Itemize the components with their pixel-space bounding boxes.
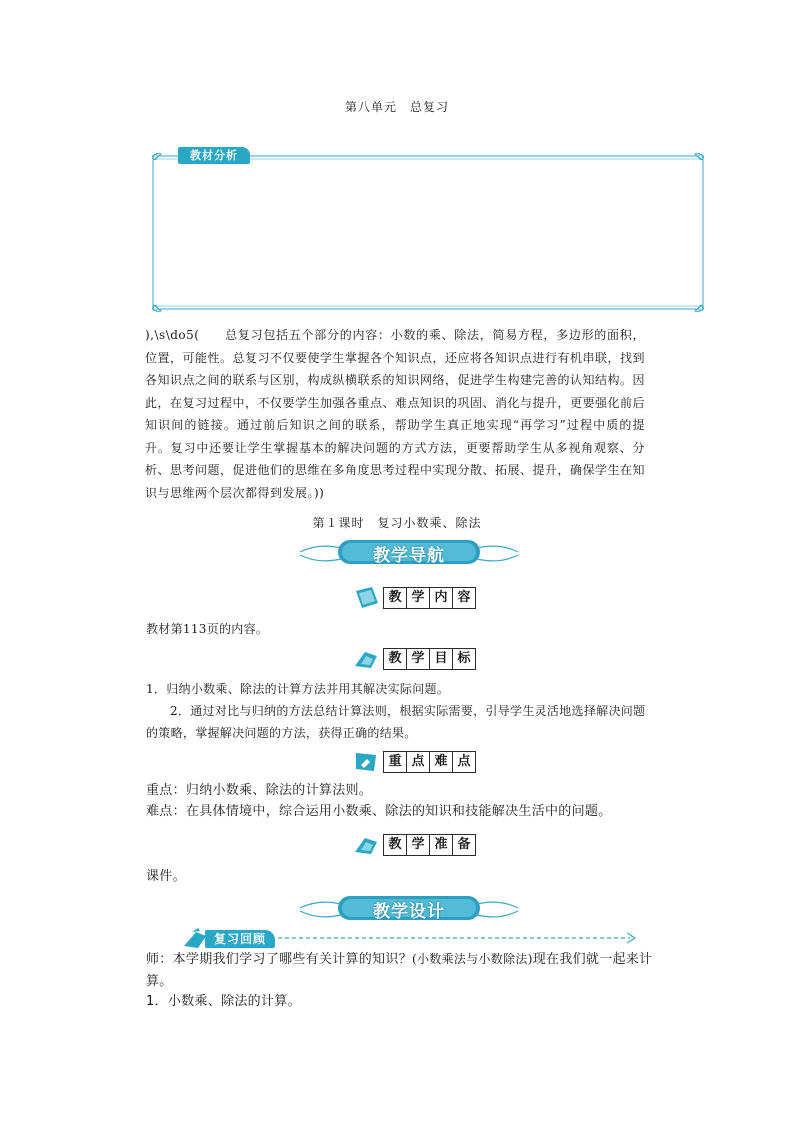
section-char: 备 <box>457 837 471 852</box>
difficult-point-text: 难点：在具体情境中，综合运用小数乘、除法的知识和技能解决生活中的问题。 <box>146 804 612 819</box>
review-item-1: 1．小数乘、除法的计算。 <box>146 994 301 1009</box>
goal-item-2: 2．通过对比与归纳的方法总结计算法则，根据实际需要，引导学生灵活地选择解决问题的策略，掌握解决问题的方法，获得正确的结果。 <box>146 704 646 740</box>
section-title-box <box>383 751 476 773</box>
book-icon <box>353 585 381 611</box>
section-char: 点 <box>457 754 471 769</box>
teaching-design-banner <box>298 893 520 923</box>
section-title-box <box>383 587 476 609</box>
analysis-paragraph: ),\s\do5( 总复习包括五个部分的内容：小数的乘、除法，简易方程，多边形的面积，位置，可能性。总复习不仅要使学生掌握各个知识点，还应将各知识点进行有机串联，找到各知识点之间的联系与区别，构成纵横联系的知识网络，促进学生构建完善的认知结构。因此，在复习过程中，不仅要学生加强各重点、难点知识的巩固、消化与提升，更要强化前后知识间的链接。通过前后知识之间的联系，帮助学生真正地实现“再学习”过程中质的提升。复习中还要让学生掌握基本的解决问题的方式方法，更要帮助学生从多视角观察、分析、思考问题，促进他们的思维在多角度思考过程中实现分散、拓展、提升，确保学生在知识与思维两个层次都得到发展。)) <box>145 328 646 500</box>
analysis-frame <box>150 150 706 315</box>
key-point-text: 重点：归纳小数乘、除法的计算法则。 <box>146 783 373 798</box>
teaching-nav-text: 教学导航 <box>373 546 445 566</box>
section-char: 难 <box>430 752 453 772</box>
section-char: 教 <box>384 649 407 669</box>
section-char: 标 <box>457 651 471 666</box>
key-icon <box>353 749 381 775</box>
section-teaching-prep <box>353 832 483 858</box>
section-title-box <box>383 648 476 670</box>
section-char: 点 <box>407 752 430 772</box>
dialogue-paren: (小数乘法与小数除法) <box>412 952 533 966</box>
section-char: 学 <box>407 835 430 855</box>
section-teaching-content <box>353 585 483 611</box>
dialogue-end: 现在我们就一起来计算。 <box>146 952 653 989</box>
dialogue-start: 师：本学期我们学习了哪些有关计算的知识？ <box>146 952 413 967</box>
target-icon <box>353 646 381 672</box>
section-char: 内 <box>430 588 453 608</box>
prep-text: 课件。 <box>146 869 186 884</box>
content-text: 教材第113页的内容。 <box>146 622 269 636</box>
unit-title: 第八单元 总复习 <box>344 100 449 114</box>
prep-icon <box>353 832 381 858</box>
goal-item-1: 1．归纳小数乘、除法的计算方法并用其解决实际问题。 <box>146 682 450 696</box>
section-title-box <box>383 834 476 856</box>
section-char: 教 <box>384 588 407 608</box>
section-char: 准 <box>430 835 453 855</box>
section-char: 学 <box>407 588 430 608</box>
section-teaching-goals <box>353 646 483 672</box>
teaching-design-text: 教学设计 <box>373 902 445 922</box>
review-tag: 复习回顾 <box>205 930 275 948</box>
section-char: 重 <box>384 752 407 772</box>
section-char: 学 <box>407 649 430 669</box>
section-char: 容 <box>457 590 471 605</box>
section-key-points <box>353 749 483 775</box>
analysis-tag: 教材分析 <box>178 147 250 164</box>
section-char: 目 <box>430 649 453 669</box>
analysis-box <box>150 150 706 315</box>
section-char: 教 <box>384 835 407 855</box>
lesson-title: 第１课时 复习小数乘、除法 <box>312 516 482 530</box>
review-dialogue <box>146 948 666 993</box>
teaching-nav-banner <box>298 537 520 567</box>
